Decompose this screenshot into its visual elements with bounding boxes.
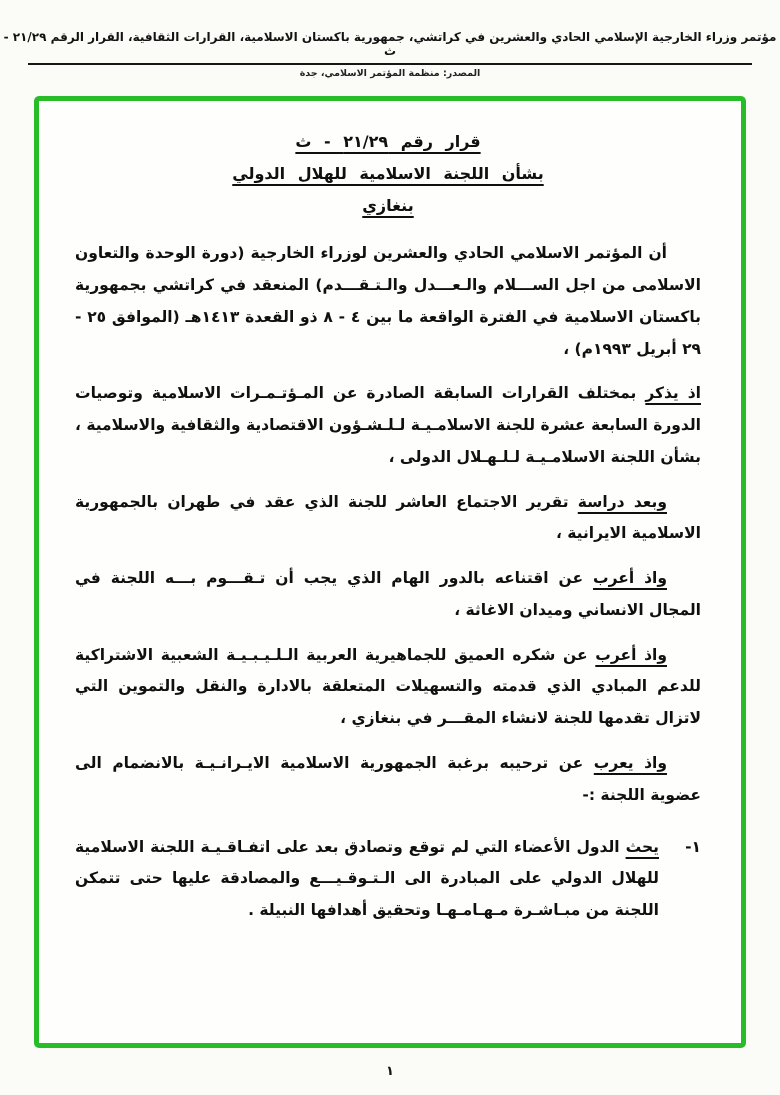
header-divider	[28, 63, 752, 65]
paragraph-text: عن اقتناعه بالدور الهام الذي يجب أن تـقـــوم بـــه اللجنة في المجال الانساني وميدان الاغاثة ،	[75, 569, 701, 619]
item-text: الدول الأعضاء التي لم توقع وتصادق بعد على اتفـاقـيـة اللجنة الاسلامية للهلال الدولي على المبادرة الى الـتـوقـيـــع والمصادقة عليها حتى تتمكن اللجنة من مبـاشـرة مـهـامـهـا وتحقيق أهدافها النبيلة .	[75, 837, 659, 920]
paragraph-lead: واذ أعرب	[593, 569, 667, 588]
page-number: ١	[386, 1064, 394, 1079]
paragraph-lead: واذ أعرب	[595, 645, 667, 664]
page-header	[0, 0, 780, 79]
title-block	[75, 127, 701, 222]
paragraph-welcoming	[75, 748, 701, 812]
numbered-item-1	[75, 832, 701, 927]
paragraph-text: عن ترحيبه برغبة الجمهورية الاسلامية الايـرانـيـة بالانضمام الى عضوية اللجنة :-	[75, 754, 701, 804]
resolution-subject-title: بشأن اللجنة الاسلامية للهلال الدولي	[232, 163, 544, 183]
paragraph-lead: اذ يذكر	[645, 384, 701, 403]
paragraph-text: بمختلف القرارات السابقة الصادرة عن المـؤتـمـرات الاسلامية وتوصيات الدورة السابعة عشرة للجنة الاسلامـيـة لـلـشـؤون الاقتصادية والثقافية والاسلامية ، بشأن اللجنة الاسلامـيـة لـلـهـلال الدولى ،	[75, 384, 701, 466]
paragraph-expressing-thanks	[75, 640, 701, 735]
paragraph-having-studied	[75, 487, 701, 551]
item-number: ١-	[685, 837, 701, 856]
item-paragraph	[75, 832, 659, 927]
paragraph-recalling	[75, 378, 701, 473]
document-body	[39, 101, 741, 947]
paragraph-preamble	[75, 238, 701, 365]
header-title: مؤتمر وزراء الخارجية الإسلامي الحادي والعشرين في كراتشي، جمهورية باكستان الاسلامية، القرارات الثقافية، القرار الرقم ٢١/٢٩ - ث	[3, 30, 777, 58]
item-lead: يحث	[625, 837, 659, 856]
paragraph-text: أن المؤتمر الاسلامي الحادي والعشرين لوزراء الخارجية (دورة الوحدة والتعاون الاسلامى من اجل الســـلام والـعـــدل والـتـقـــدم) المنعقد في كراتشي بجمهورية باكستان الاسلامية في الفترة الواقعة ما بين ٤ - ٨ ذو القعدة ١٤١٣هـ (الموافق ٢٥ - ٢٩ أبريل ١٩٩٣م) ،	[75, 244, 701, 358]
header-source: المصدر: منظمة المؤتمر الاسلامي، جدة	[299, 68, 481, 79]
paragraph-convinced	[75, 563, 701, 627]
paragraph-text: تقرير الاجتماع العاشر للجنة الذي عقد في طهران بالجمهورية الاسلامية الايرانية ،	[75, 492, 701, 543]
resolution-city-title: بنغازي	[362, 195, 414, 215]
green-frame	[34, 96, 746, 1048]
resolution-number-title: قرار رقم ٢١/٢٩ - ث	[295, 132, 481, 151]
paragraph-lead: وبعد دراسة	[577, 492, 667, 511]
paragraph-lead: واذ يعرب	[593, 754, 667, 773]
paragraph-text: عن شكره العميق للجماهيرية العربية الـلـيـبـيـة الشعبية الاشتراكية للدعم المبادي الذي قدمته والتسهيلات المتعلقة بالادارة والنقل والتموين التي لاتزال تقدمها للجنة لانشاء المقـــر في بنغازي ،	[75, 645, 701, 728]
